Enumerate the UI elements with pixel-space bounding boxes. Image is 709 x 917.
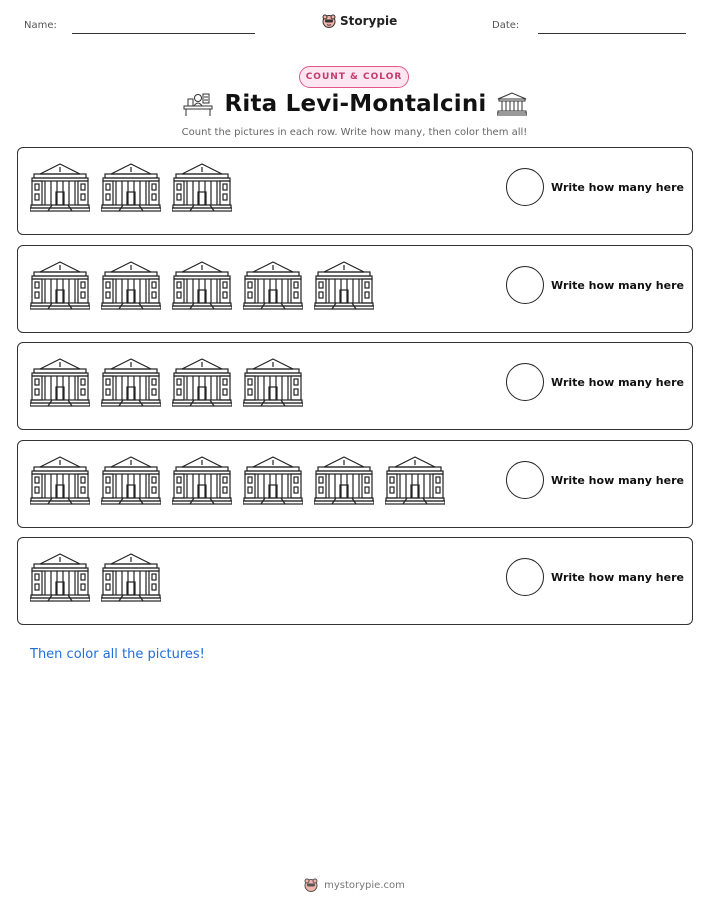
museum-building-icon[interactable]	[172, 357, 232, 409]
storypie-mascot-icon	[322, 14, 336, 28]
museum-building-icon[interactable]	[101, 357, 161, 409]
museum-building-icon[interactable]	[30, 357, 90, 409]
footer-site: mystorypie.com	[324, 879, 405, 891]
storypie-mascot-icon	[304, 878, 318, 892]
museum-building-icon[interactable]	[172, 162, 232, 214]
museum-building-icon[interactable]	[30, 552, 90, 604]
picture-group	[30, 162, 232, 214]
answer-prompt: Write how many here	[551, 376, 684, 389]
museum-building-icon[interactable]	[30, 455, 90, 507]
picture-group	[30, 552, 161, 604]
picture-group	[30, 455, 445, 507]
answer-prompt: Write how many here	[551, 571, 684, 584]
date-write-line[interactable]	[538, 33, 686, 34]
answer-circle[interactable]	[506, 168, 544, 206]
count-row-1	[17, 147, 693, 235]
scientist-desk-icon	[182, 91, 214, 117]
answer-prompt: Write how many here	[551, 279, 684, 292]
answer-prompt: Write how many here	[551, 181, 684, 194]
answer-circle[interactable]	[506, 363, 544, 401]
museum-building-icon[interactable]	[314, 260, 374, 312]
museum-building-icon	[497, 92, 527, 116]
museum-building-icon[interactable]	[101, 260, 161, 312]
count-row-3	[17, 342, 693, 430]
activity-tag: COUNT & COLOR	[299, 66, 409, 88]
answer-circle[interactable]	[506, 266, 544, 304]
count-row-4	[17, 440, 693, 528]
museum-building-icon[interactable]	[314, 455, 374, 507]
footer	[0, 878, 709, 892]
museum-building-icon[interactable]	[172, 455, 232, 507]
picture-group	[30, 260, 374, 312]
name-label: Name:	[24, 20, 57, 31]
museum-building-icon[interactable]	[101, 552, 161, 604]
museum-building-icon[interactable]	[243, 357, 303, 409]
answer-prompt: Write how many here	[551, 474, 684, 487]
museum-building-icon[interactable]	[243, 260, 303, 312]
museum-building-icon[interactable]	[385, 455, 445, 507]
museum-building-icon[interactable]	[243, 455, 303, 507]
date-label: Date:	[492, 20, 520, 31]
page-title: Rita Levi-Montalcini	[224, 91, 487, 117]
brand-logo	[322, 14, 397, 28]
closing-instruction: Then color all the pictures!	[30, 647, 205, 662]
count-row-2	[17, 245, 693, 333]
museum-building-icon[interactable]	[30, 162, 90, 214]
picture-group	[30, 357, 303, 409]
instructions: Count the pictures in each row. Write how many, then color them all!	[181, 127, 528, 138]
name-write-line[interactable]	[72, 33, 255, 34]
museum-building-icon[interactable]	[101, 455, 161, 507]
museum-building-icon[interactable]	[101, 162, 161, 214]
answer-circle[interactable]	[506, 558, 544, 596]
museum-building-icon[interactable]	[172, 260, 232, 312]
count-row-5	[17, 537, 693, 625]
answer-circle[interactable]	[506, 461, 544, 499]
brand-name: Storypie	[340, 14, 398, 28]
museum-building-icon[interactable]	[30, 260, 90, 312]
title-row	[0, 91, 709, 117]
